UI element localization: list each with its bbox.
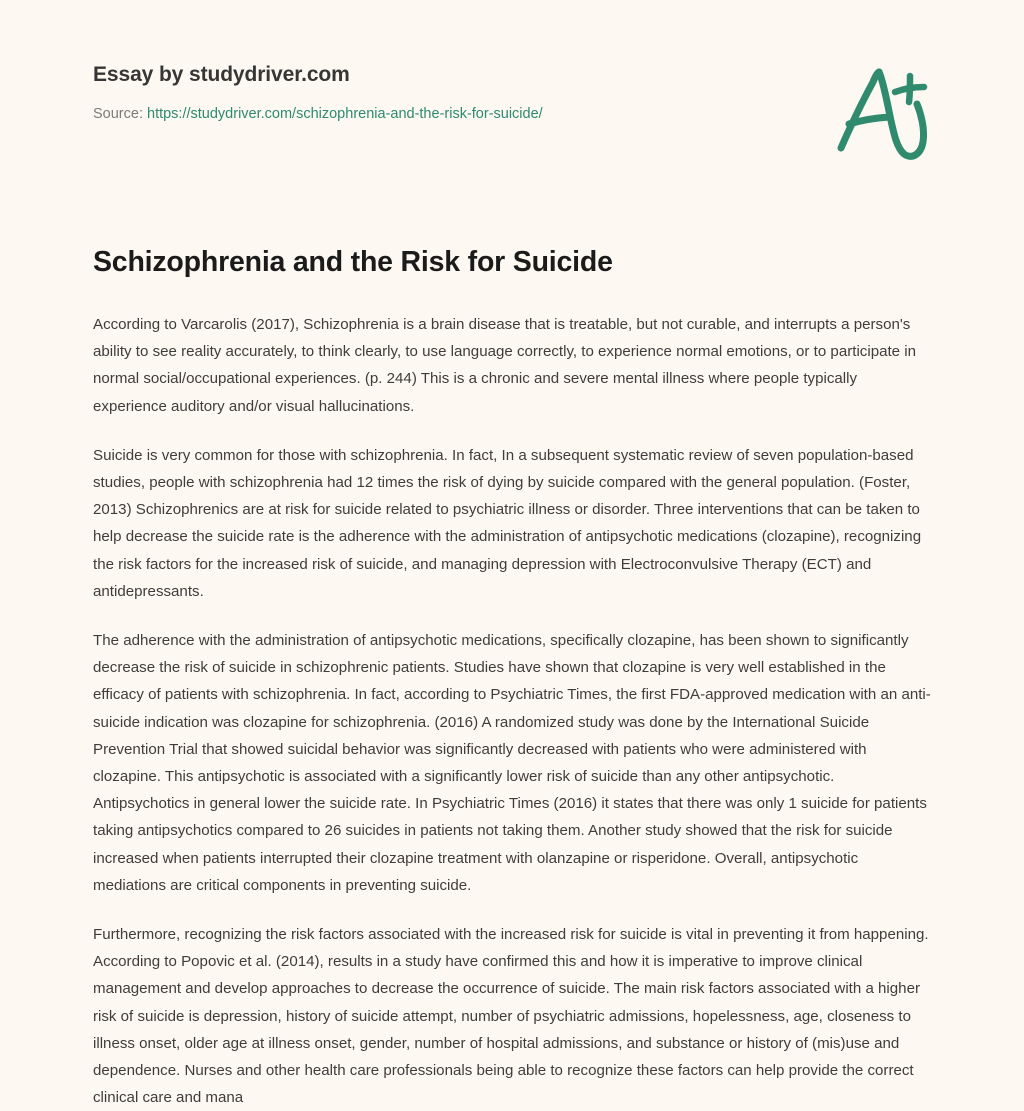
body-paragraph: Furthermore, recognizing the risk factors associated with the increased risk for suicide is vital in preventing it from happening. According to Popovic et al. (2014), results in a study have confirmed this and how it is imperative to improve clinical management and develop approaches to decrease the occurrence of suicide. The main risk factors associated with a higher risk of suicide is depression, history of suicide attempt, number of psychiatric admissions, hopelessness, age, closeness to illness onset, older age at illness onset, gender, number of hospital admissions, and substance or history of (mis)use and dependence. Nurses and other health care professionals being able to recognize these factors can help provide the correct clinical care and mana: [93, 926, 929, 1107]
body-paragraph: Suicide is very common for those with schizophrenia. In fact, In a subsequent systematic review of seven population-based studies, people with schizophrenia had 12 times the risk of dying by suicide compared with the general population. (Foster, 2013) Schizophrenics are at risk for suicide related to psychiatric illness or disorder. Three interventions that can be taken to help decrease the suicide rate is the adherence with the administration of antipsychotic medications (clozapine), recognizing the risk factors for the increased risk of suicide, and managing depression with Electroconvulsive Therapy (ECT) and antidepressants.: [93, 446, 922, 600]
essay-by-heading: Essay by studydriver.com: [93, 63, 350, 86]
body-paragraph: The adherence with the administration of antipsychotic medications, specifically clozapine, has been shown to significantly decrease the risk of suicide in schizophrenic patients. Studies have shown that clozapine is very well established in the efficacy of patients with schizophrenia. In fact, according to Psychiatric Times, the first FDA-approved medication with an anti-suicide indication was clozapine for schizophrenia. (2016) A randomized study was done by the International Suicide Prevention Trial that showed suicidal behavior was significantly decreased with patients who were administered with clozapine. This antipsychotic is associated with a significantly lower risk of suicide than any other antipsychotic. Antipsychotics in general lower the suicide rate. In Psychiatric Times (2016) it states that there was only 1 suicide for patients taking antipsychotics compared to 26 suicides in patients not taking them. Another study showed that the risk for suicide increased when patients interrupted their clozapine treatment with olanzapine or risperidone. Overall, antipsychotic mediations are critical components in preventing suicide.: [93, 632, 931, 894]
page-title: Schizophrenia and the Risk for Suicide: [93, 246, 613, 278]
body-paragraph: According to Varcarolis (2017), Schizophrenia is a brain disease that is treatable, but not curable, and interrupts a person's ability to see reality accurately, to think clearly, to use language correctly, to experience normal emotions, or to participate in normal social/occupational experiences. (p. 244) This is a chronic and severe mental illness where people typically experience auditory and/or visual hallucinations.: [93, 316, 917, 415]
source-url-link[interactable]: https://studydriver.com/schizophrenia-and-the-risk-for-suicide/: [147, 106, 543, 123]
source-label: Source:: [93, 106, 147, 123]
document-header: [93, 62, 931, 124]
source-line: [93, 105, 931, 124]
a-plus-logo-icon: [832, 62, 932, 167]
document-body: [93, 311, 931, 1111]
